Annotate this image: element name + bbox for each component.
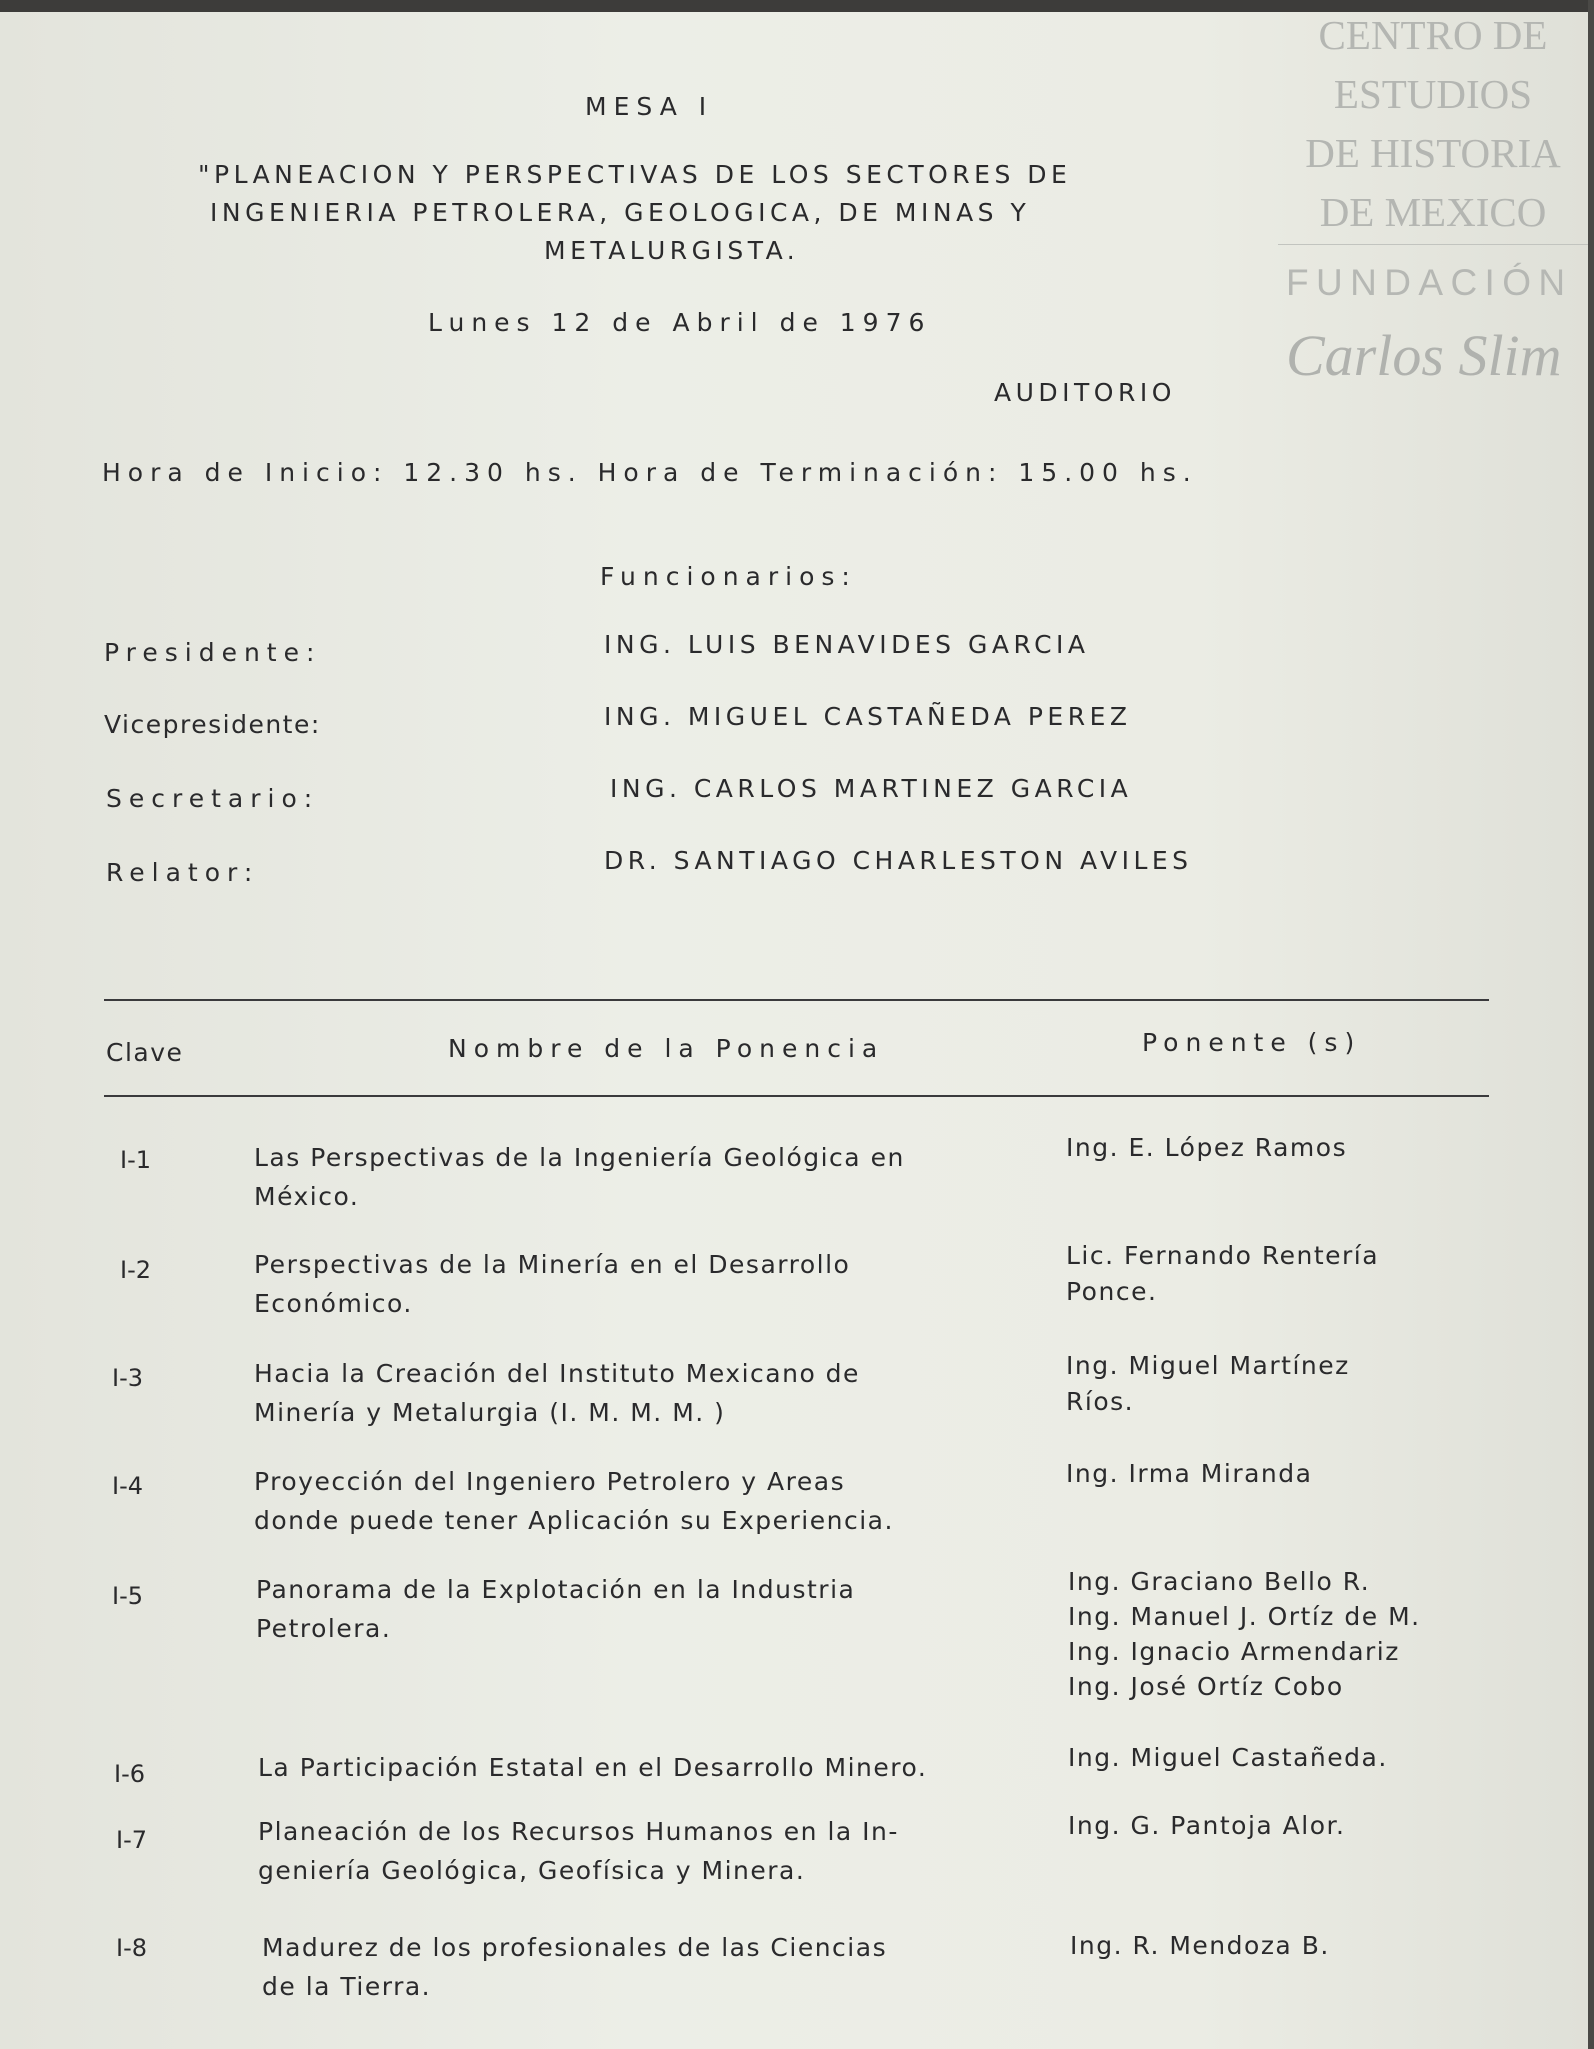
table-header-rule (104, 1095, 1489, 1097)
title-line: geniería Geológica, Geofísica y Minera. (258, 1856, 806, 1885)
speaker-line: Ing. Ignacio Armendariz (1068, 1637, 1400, 1666)
table-row-clave: I-3 (112, 1364, 144, 1392)
speaker-line: Lic. Fernando Rentería (1066, 1241, 1380, 1270)
table-row-clave: I-6 (114, 1760, 146, 1788)
table-row-speakers (1066, 1456, 1312, 1492)
table-row-speakers (1066, 1238, 1379, 1310)
column-header-ponencia: Nombre de la Ponencia (448, 1034, 885, 1063)
title-line: donde puede tener Aplicación su Experiencia. (254, 1506, 894, 1535)
watermark-line: CENTRO DE (1318, 12, 1548, 58)
title-line: Petrolera. (256, 1614, 392, 1643)
table-row-title (262, 1928, 887, 2006)
title-line: Minería y Metalurgia (I. M. M. M. ) (254, 1398, 726, 1427)
watermark-fundacion: FUNDACIÓN (1286, 262, 1573, 303)
table-row-title (256, 1570, 855, 1648)
title-line: Madurez de los profesionales de las Ciencias (262, 1933, 888, 1962)
table-row-title (254, 1245, 850, 1323)
table-row-speakers (1068, 1808, 1345, 1844)
session-title-line: "PLANEACION Y PERSPECTIVAS DE LOS SECTORES DE (198, 160, 1072, 189)
session-date: Lunes 12 de Abril de 1976 (428, 308, 932, 337)
table-row-clave: I-1 (120, 1146, 152, 1174)
table-row-title (254, 1354, 860, 1432)
table-row-title (254, 1138, 905, 1216)
official-role: Secretario: (106, 784, 320, 813)
mesa-heading: MESA I (585, 92, 714, 121)
title-line: Panorama de la Explotación en la Industria (256, 1575, 856, 1604)
title-line: Perspectivas de la Minería en el Desarrollo (254, 1250, 851, 1279)
official-name: ING. MIGUEL CASTAÑEDA PEREZ (604, 702, 1132, 731)
speaker-line: Ing. Manuel J. Ortíz de M. (1068, 1602, 1421, 1631)
session-schedule: Hora de Inicio: 12.30 hs. Hora de Terminación: 15.00 hs. (102, 458, 1198, 487)
archive-watermark (1278, 6, 1588, 242)
session-title-line: METALURGISTA. (544, 236, 800, 265)
title-line: Planeación de los Recursos Humanos en la In- (258, 1817, 899, 1846)
official-name: ING. LUIS BENAVIDES GARCIA (604, 630, 1090, 659)
table-row-clave: I-8 (116, 1934, 148, 1962)
speaker-line: Ing. José Ortíz Cobo (1068, 1672, 1344, 1701)
table-row-title (258, 1812, 899, 1890)
title-line: Las Perspectivas de la Ingeniería Geológica en (254, 1143, 905, 1172)
table-row-clave: I-4 (112, 1472, 144, 1500)
title-line: Hacia la Creación del Instituto Mexicano de (254, 1359, 860, 1388)
speaker-line: Ing. G. Pantoja Alor. (1068, 1811, 1346, 1840)
table-row-clave: I-2 (120, 1256, 152, 1284)
title-line: México. (254, 1182, 360, 1211)
table-top-rule (104, 999, 1489, 1001)
speaker-line: Ing. Miguel Castañeda. (1068, 1743, 1388, 1772)
column-header-clave: Clave (106, 1038, 184, 1067)
table-row-speakers (1066, 1348, 1350, 1420)
speaker-line: Ponce. (1066, 1277, 1158, 1306)
table-row-speakers (1068, 1740, 1388, 1776)
column-header-ponente: Ponente (s) (1142, 1028, 1362, 1057)
watermark-signature: Carlos Slim (1286, 323, 1562, 388)
speaker-line: Ing. E. López Ramos (1066, 1133, 1348, 1162)
table-row-clave: I-5 (112, 1582, 144, 1610)
table-row-speakers (1070, 1928, 1330, 1964)
speaker-line: Ing. R. Mendoza B. (1070, 1931, 1330, 1960)
speaker-line: Ing. Graciano Bello R. (1068, 1567, 1371, 1596)
table-row-speakers (1066, 1130, 1347, 1166)
title-line: de la Tierra. (262, 1972, 432, 2001)
speaker-line: Ing. Miguel Martínez (1066, 1351, 1350, 1380)
watermark-line: ESTUDIOS (1333, 71, 1533, 117)
table-row-title (254, 1462, 894, 1540)
scan-right-edge (1588, 0, 1594, 2049)
official-name: ING. CARLOS MARTINEZ GARCIA (610, 774, 1133, 803)
watermark-line: DE HISTORIA (1305, 130, 1561, 176)
session-title-line: INGENIERIA PETROLERA, GEOLOGICA, DE MINAS Y (210, 198, 1031, 227)
title-line: La Participación Estatal en el Desarrollo Minero. (258, 1753, 928, 1782)
watermark-line: DE MEXICO (1319, 189, 1547, 235)
title-line: Proyección del Ingeniero Petrolero y Areas (254, 1467, 846, 1496)
title-line: Económico. (254, 1289, 413, 1318)
official-name: DR. SANTIAGO CHARLESTON AVILES (604, 846, 1193, 875)
table-row-clave: I-7 (116, 1826, 148, 1854)
watermark-divider (1278, 244, 1588, 245)
speaker-line: Ing. Irma Miranda (1066, 1459, 1313, 1488)
officials-heading: Funcionarios: (600, 562, 857, 591)
table-row-speakers (1068, 1564, 1421, 1704)
table-row-title (258, 1748, 927, 1787)
official-role: Relator: (106, 858, 260, 887)
official-role: Vicepresidente: (104, 710, 321, 739)
speaker-line: Ríos. (1066, 1387, 1135, 1416)
official-role: Presidente: (104, 638, 322, 667)
session-venue: AUDITORIO (994, 378, 1176, 407)
